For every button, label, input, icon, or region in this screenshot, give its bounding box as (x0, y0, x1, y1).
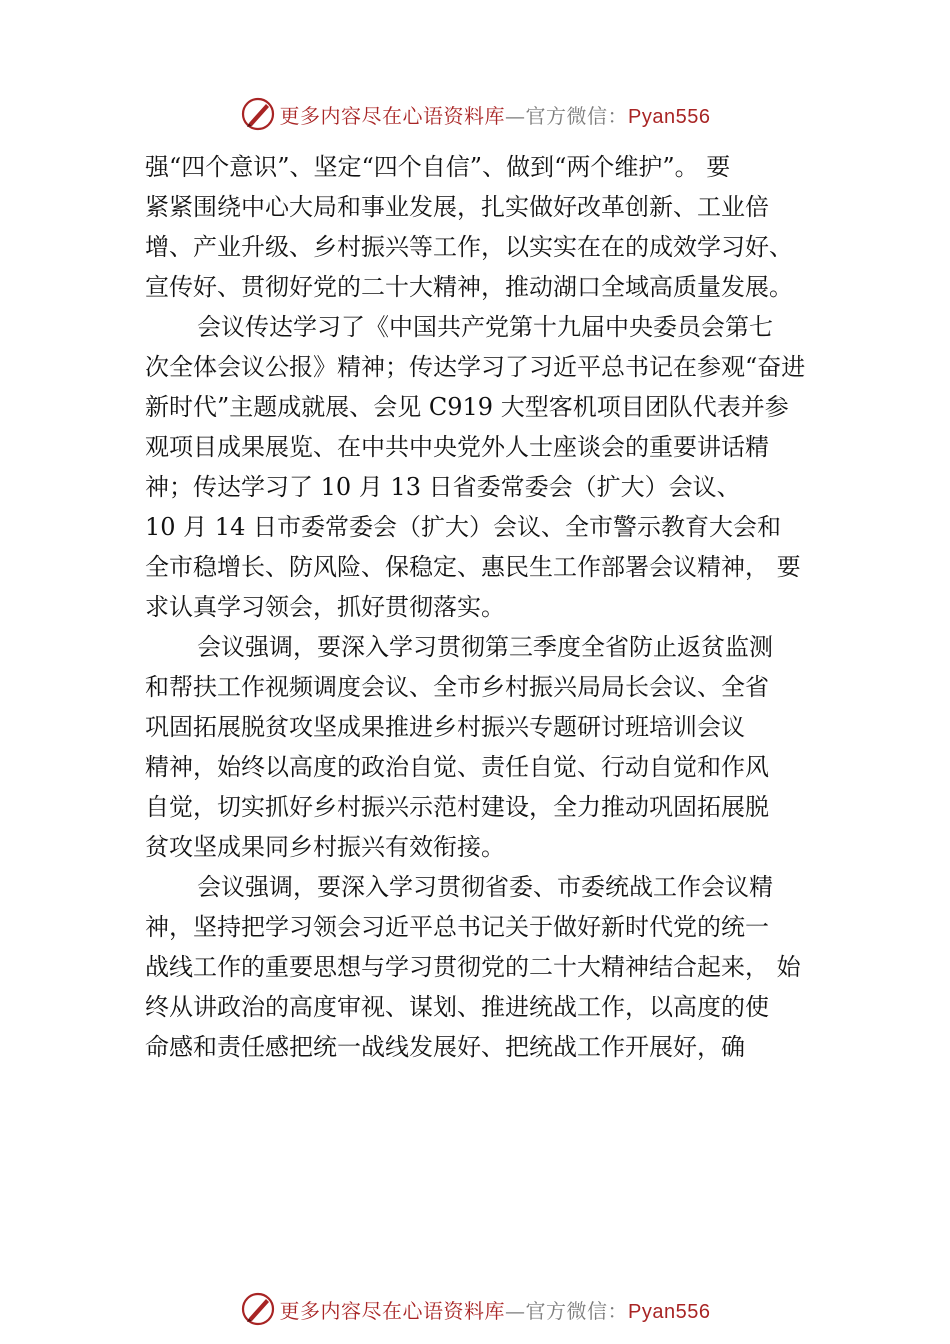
text-line: 神，坚持把学习领会习近平总书记关于做好新时代党的统一 (145, 913, 769, 941)
footer-brand: 更多内容尽在心语资料库 (279, 1298, 506, 1323)
footer-wechat-label: 官方微信： (525, 1298, 629, 1323)
text-line: 求认真学习领会，抓好贯彻落实。 (145, 593, 505, 621)
text-line: 10 月 14 日市委常委会（扩大）会议、全市警示教育大会和 (145, 513, 781, 541)
footer-banner (0, 1289, 950, 1329)
header-dash: — (505, 103, 526, 128)
text-line: 战线工作的重要思想与学习贯彻党的二十大精神结合起来， 始 (145, 953, 801, 981)
footer-text (280, 1295, 711, 1324)
text-line: 强“四个意识”、坚定“四个自信”、做到“两个维护”。 要 (145, 153, 731, 181)
text-line: 和帮扶工作视频调度会议、全市乡村振兴局局长会议、全省 (145, 673, 769, 701)
text-line: 会议传达学习了《中国共产党第十九届中央委员会第七 (197, 313, 773, 341)
text-line: 神；传达学习了 10 月 13 日省委常委会（扩大）会议、 (145, 473, 741, 501)
text-line: 贫攻坚成果同乡村振兴有效衔接。 (145, 833, 505, 861)
text-line: 全市稳增长、防风险、保稳定、惠民生工作部署会议精神， 要 (145, 553, 801, 581)
header-wechat-id: Pyan556 (628, 105, 711, 128)
text-line: 次全体会议公报》精神；传达学习了习近平总书记在参观“奋进 (145, 353, 806, 381)
document-body (145, 147, 821, 1067)
header-brand: 更多内容尽在心语资料库 (279, 103, 506, 128)
footer-dash: — (505, 1298, 526, 1323)
text-line: 增、产业升级、乡村振兴等工作，以实实在在的成效学习好、 (145, 233, 793, 261)
text-line: 紧紧围绕中心大局和事业发展，扎实做好改革创新、工业倍 (145, 193, 769, 221)
text-line: 巩固拓展脱贫攻坚成果推进乡村振兴专题研讨班培训会议 (145, 713, 745, 741)
pen-logo-icon (240, 1291, 276, 1327)
header-text (280, 100, 711, 129)
pen-logo-icon (240, 96, 276, 132)
text-line: 命感和责任感把统一战线发展好、把统战工作开展好，确 (145, 1033, 745, 1061)
text-line: 终从讲政治的高度审视、谋划、推进统战工作，以高度的使 (145, 993, 769, 1021)
text-line: 宣传好、贯彻好党的二十大精神，推动湖口全域高质量发展。 (145, 273, 793, 301)
text-line: 新时代”主题成就展、会见 C919 大型客机项目团队代表并参 (145, 393, 789, 421)
text-line: 自觉，切实抓好乡村振兴示范村建设，全力推动巩固拓展脱 (145, 793, 769, 821)
text-line: 精神，始终以高度的政治自觉、责任自觉、行动自觉和作风 (145, 753, 769, 781)
text-line: 会议强调，要深入学习贯彻省委、市委统战工作会议精 (197, 873, 773, 901)
text-line: 会议强调，要深入学习贯彻第三季度全省防止返贫监测 (197, 633, 773, 661)
header-banner (0, 94, 950, 134)
footer-wechat-id: Pyan556 (628, 1300, 711, 1323)
text-line: 观项目成果展览、在中共中央党外人士座谈会的重要讲话精 (145, 433, 769, 461)
header-wechat-label: 官方微信： (525, 103, 629, 128)
